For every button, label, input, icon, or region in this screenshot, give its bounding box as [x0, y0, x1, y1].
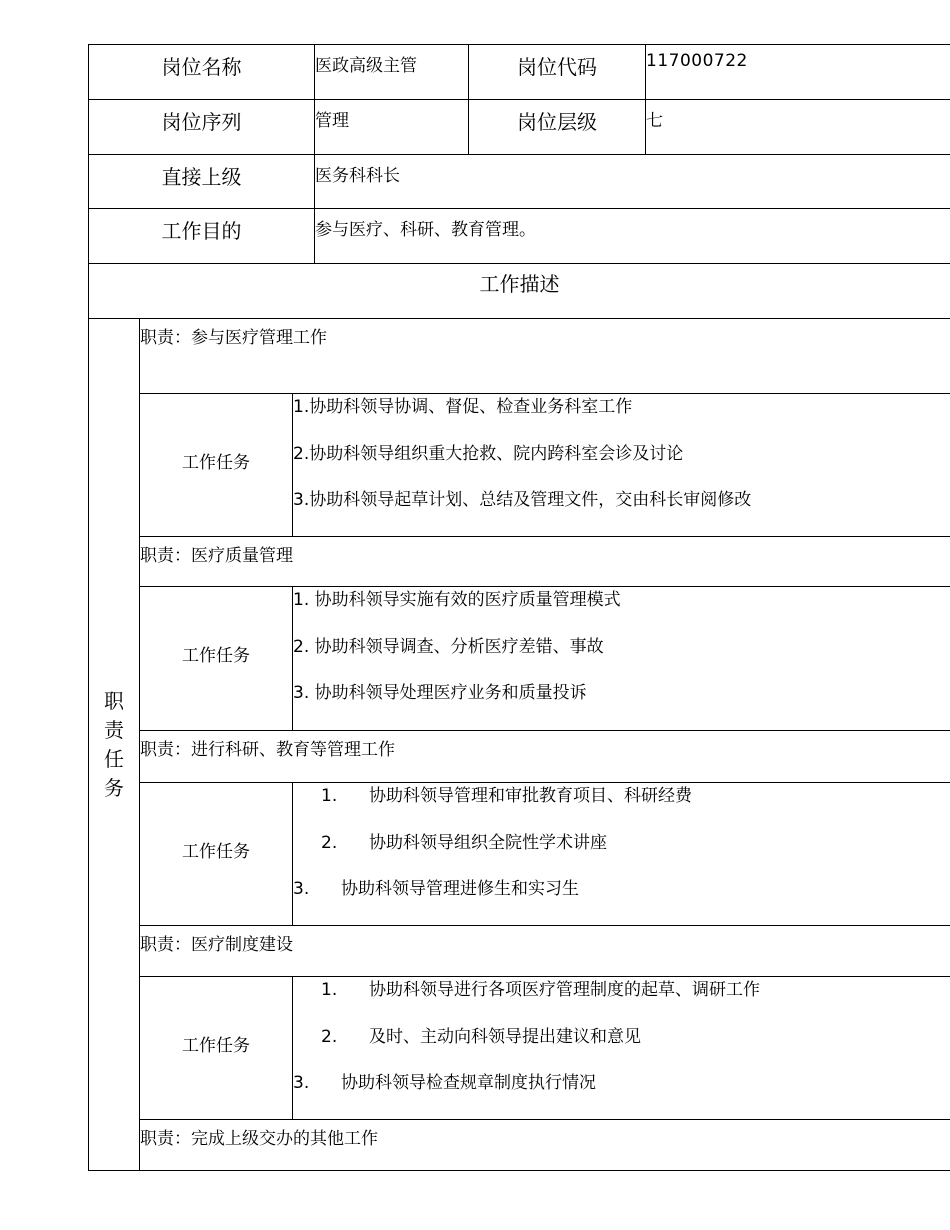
task-item: [293, 979, 950, 1026]
task-row: [89, 783, 950, 926]
task-number: 2.: [321, 832, 338, 853]
task-label: 工作任务: [140, 394, 293, 537]
task-item: 2. 协助科领导调查、分析医疗差错、事故: [293, 636, 604, 657]
task-item: 3. 协助科领导处理医疗业务和质量投诉: [293, 683, 587, 703]
post-level-value: 七: [646, 100, 950, 155]
task-text: 协助科领导检查规章制度执行情况: [341, 1073, 596, 1093]
task-label: 工作任务: [140, 587, 293, 731]
task-number: 3.: [293, 879, 310, 899]
duty-title: 职责：医疗制度建设: [140, 926, 950, 977]
purpose-label: 工作目的: [89, 209, 315, 264]
duty-row: [89, 537, 950, 587]
task-number: 1.: [321, 786, 338, 806]
task-number: 1.: [321, 980, 338, 1000]
duty-row: [89, 1120, 950, 1171]
task-item: [293, 1026, 950, 1073]
duty-title: 职责：参与医疗管理工作: [140, 319, 950, 394]
post-seq-value: 管理: [315, 100, 469, 155]
task-row: [89, 587, 950, 731]
duty-row: [89, 926, 950, 977]
post-name-label: 岗位名称: [89, 45, 315, 100]
task-text: 协助科领导进行各项医疗管理制度的起草、调研工作: [369, 980, 760, 1000]
task-item: [293, 1072, 950, 1119]
side-char: 务: [104, 775, 124, 800]
row-post-sequence: [89, 100, 950, 155]
task-text: 协助科领导管理进修生和实习生: [341, 879, 579, 899]
task-item: [293, 832, 950, 879]
post-code-value: 117000722: [646, 45, 950, 100]
post-code-label: 岗位代码: [469, 45, 646, 100]
task-label: 工作任务: [140, 783, 293, 926]
duty-side-label: [89, 319, 140, 1171]
task-text: 协助科领导组织全院性学术讲座: [369, 832, 607, 853]
duty-title: 职责：进行科研、教育等管理工作: [140, 731, 950, 783]
task-item: 1.协助科领导协调、督促、检查业务科室工作: [293, 397, 633, 417]
task-number: 2.: [321, 1026, 338, 1047]
task-number: 3.: [293, 1073, 310, 1093]
task-item: [293, 785, 950, 832]
task-row: [89, 394, 950, 537]
duty-title: 职责：完成上级交办的其他工作: [140, 1120, 950, 1171]
task-text: 协助科领导管理和审批教育项目、科研经费: [369, 786, 692, 806]
task-list: [293, 587, 950, 731]
task-label: 工作任务: [140, 977, 293, 1120]
task-list: [293, 977, 950, 1120]
row-superior: [89, 155, 950, 209]
job-table: [88, 44, 950, 1171]
post-seq-label: 岗位序列: [89, 100, 315, 155]
task-item: [293, 878, 950, 925]
duty-title: 职责：医疗质量管理: [140, 537, 950, 587]
side-char: 责: [104, 717, 124, 742]
duty-row: [89, 731, 950, 783]
task-row: [89, 977, 950, 1120]
row-description-title: [89, 264, 950, 319]
description-title: 工作描述: [89, 264, 950, 319]
row-post-name: [89, 45, 950, 100]
job-description-sheet: [88, 44, 950, 1171]
row-purpose: [89, 209, 950, 264]
superior-label: 直接上级: [89, 155, 315, 209]
side-char: 职: [104, 688, 124, 713]
task-item: 2.协助科领导组织重大抢救、院内跨科室会诊及讨论: [293, 443, 684, 464]
task-item: 1. 协助科领导实施有效的医疗质量管理模式: [293, 590, 621, 610]
superior-value: 医务科科长: [315, 155, 950, 209]
duty-row: [89, 319, 950, 394]
task-text: 及时、主动向科领导提出建议和意见: [369, 1026, 641, 1047]
post-level-label: 岗位层级: [469, 100, 646, 155]
side-char: 任: [104, 746, 124, 771]
task-list: [293, 783, 950, 926]
post-name-value: 医政高级主管: [315, 45, 469, 100]
task-list: [293, 394, 950, 537]
task-item: 3.协助科领导起草计划、总结及管理文件，交由科长审阅修改: [293, 490, 752, 510]
purpose-value: 参与医疗、科研、教育管理。: [315, 209, 950, 264]
